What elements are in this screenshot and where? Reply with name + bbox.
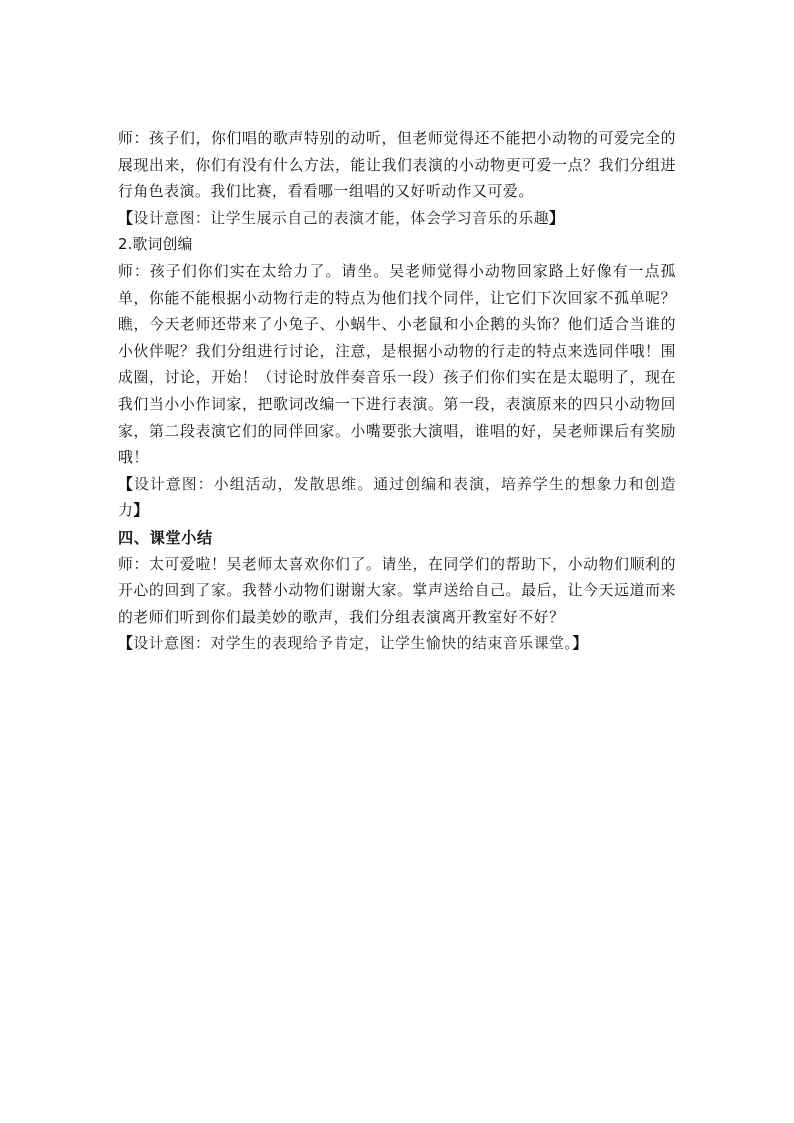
bracket-open: 【	[118, 635, 134, 653]
design-intent-1	[118, 206, 676, 233]
design-intent-text: 设计意图：让学生展示自己的表演才能，体会学习音乐的乐趣	[133, 209, 550, 227]
document-body	[118, 126, 676, 658]
bracket-close: 】	[549, 209, 565, 227]
design-intent-3	[118, 631, 676, 658]
teacher-paragraph-lyrics: 师：孩子们你们实在太给力了。请坐。吴老师觉得小动物回家路上好像有一点孤单，你能不能根据小动物行走的特点为他们找个同伴，让它们下次回家不孤单呢？瞧，今天老师还带来了小兔子、小蜗牛、小老鼠和小企鹅的头饰？他们适合当谁的小伙伴呢？我们分组进行讨论，注意，是根据小动物的行走的特点来选同伴哦！围成圈，讨论，开始！（讨论时放伴奏音乐一段）孩子们你们实在是太聪明了，现在我们当小小作词家，把歌词改编一下进行表演。第一段，表演原来的四只小动物回家，第二段表演它们的同伴回家。小嘴要张大演唱，谁唱的好，吴老师课后有奖励哦！	[118, 262, 676, 467]
bracket-close: 】	[572, 635, 588, 653]
subsection-lyrics-creation: 2.歌词创编	[118, 236, 193, 254]
section-heading-summary: 四、课堂小结	[118, 528, 213, 547]
teacher-paragraph-summary: 师：太可爱啦！吴老师太喜欢你们了。请坐，在同学们的帮助下，小动物们顺利的开心的回到了家。我替小动物们谢谢大家。掌声送给自己。最后，让今天远道而来的老师们听到你们最美妙的歌声，我们分组表演离开教室好不好？	[118, 555, 676, 626]
bracket-open: 【	[118, 475, 134, 493]
bracket-close: 】	[133, 502, 149, 520]
design-intent-text: 设计意图：对学生的表现给予肯定，让学生愉快的结束音乐课堂。	[133, 635, 573, 653]
teacher-paragraph-performance: 师：孩子们，你们唱的歌声特别的动听，但老师觉得还不能把小动物的可爱完全的展现出来，你们有没有什么方法，能让我们表演的小动物更可爱一点？我们分组进行角色表演。我们比赛，看看哪一组唱的又好听动作又可爱。	[118, 130, 676, 201]
bracket-open: 【	[118, 209, 134, 227]
design-intent-2	[118, 472, 676, 525]
design-intent-text: 设计意图：小组活动，发散思维。通过创编和表演，培养学生的想象力和创造力	[118, 475, 676, 520]
